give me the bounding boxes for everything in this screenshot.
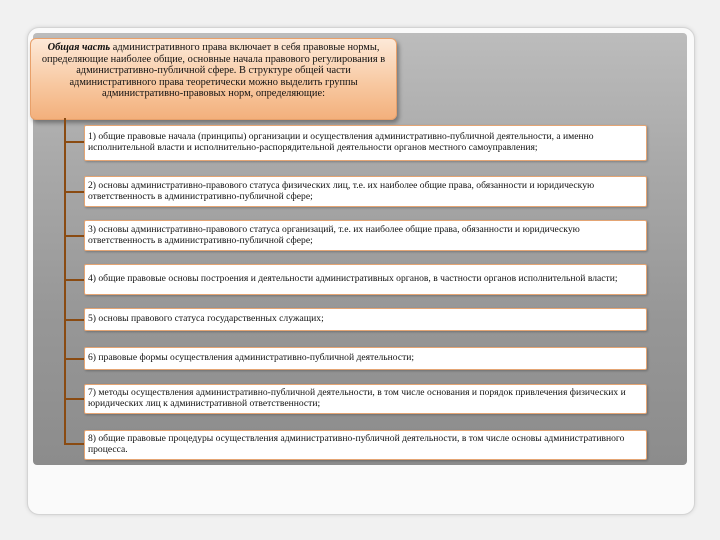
- branch-line-6: [64, 358, 84, 360]
- list-item-1: [84, 125, 647, 161]
- list-item-5: [84, 308, 647, 331]
- list-item-3-text: 3) основы административно-правового статуса организаций, т.е. их наиболее общие права, обязанности и юридическую ответственность в административно-публичной сфере;: [88, 223, 580, 246]
- header-bold-lead: Общая часть: [47, 42, 111, 53]
- list-item-6-text: 6) правовые формы осуществления административно-публичной деятельности;: [88, 352, 415, 364]
- list-item-6: [84, 347, 647, 370]
- list-item-7: [84, 384, 647, 414]
- list-item-5-text: 5) основы правового статуса государственных служащих;: [88, 313, 324, 325]
- list-item-1-text: 1) общие правовые начала (принципы) организации и осуществления административно-публичной деятельности, а именно исполнительной власти и исполнительно-распорядительной деятельности органов местного самоуправления;: [88, 131, 594, 153]
- list-item-4-text: 4) общие правовые основы построения и деятельности административных органов, в частности органов исполнительной власти;: [88, 273, 618, 285]
- list-item-2: [84, 176, 647, 207]
- branch-line-2: [64, 191, 84, 193]
- branch-line-5: [64, 319, 84, 321]
- list-item-4: [84, 264, 647, 295]
- branch-line-1: [64, 141, 84, 143]
- list-item-8-text: 8) общие правовые процедуры осуществления административно-публичной деятельности, в том числе основы административного процесса.: [88, 433, 625, 455]
- list-item-7-text: 7) методы осуществления административно-публичной деятельности, в том числе основания и порядок привлечения физических и юридических лиц к административной ответственности;: [88, 387, 626, 409]
- list-item-8: [84, 430, 647, 460]
- list-item-2-text: 2) основы административно-правового статуса физических лиц, т.е. их наиболее общие права, обязанности и юридическую ответственность в административно-публичной сфере;: [88, 179, 595, 202]
- list-item-3: [84, 220, 647, 251]
- branch-line-3: [64, 235, 84, 237]
- branch-line-4: [64, 279, 84, 281]
- header-text: административного права включает в себя правовые нормы, определяющие наиболее общие, основные начала правового регулирования в административно-публичной сфере. В структуре общей части административного права теоретически можно выделить группы административно-правовых норм, определяющие:: [41, 42, 386, 100]
- branch-line-7: [64, 398, 84, 400]
- header-box: [30, 38, 397, 120]
- branch-line-8: [64, 443, 84, 445]
